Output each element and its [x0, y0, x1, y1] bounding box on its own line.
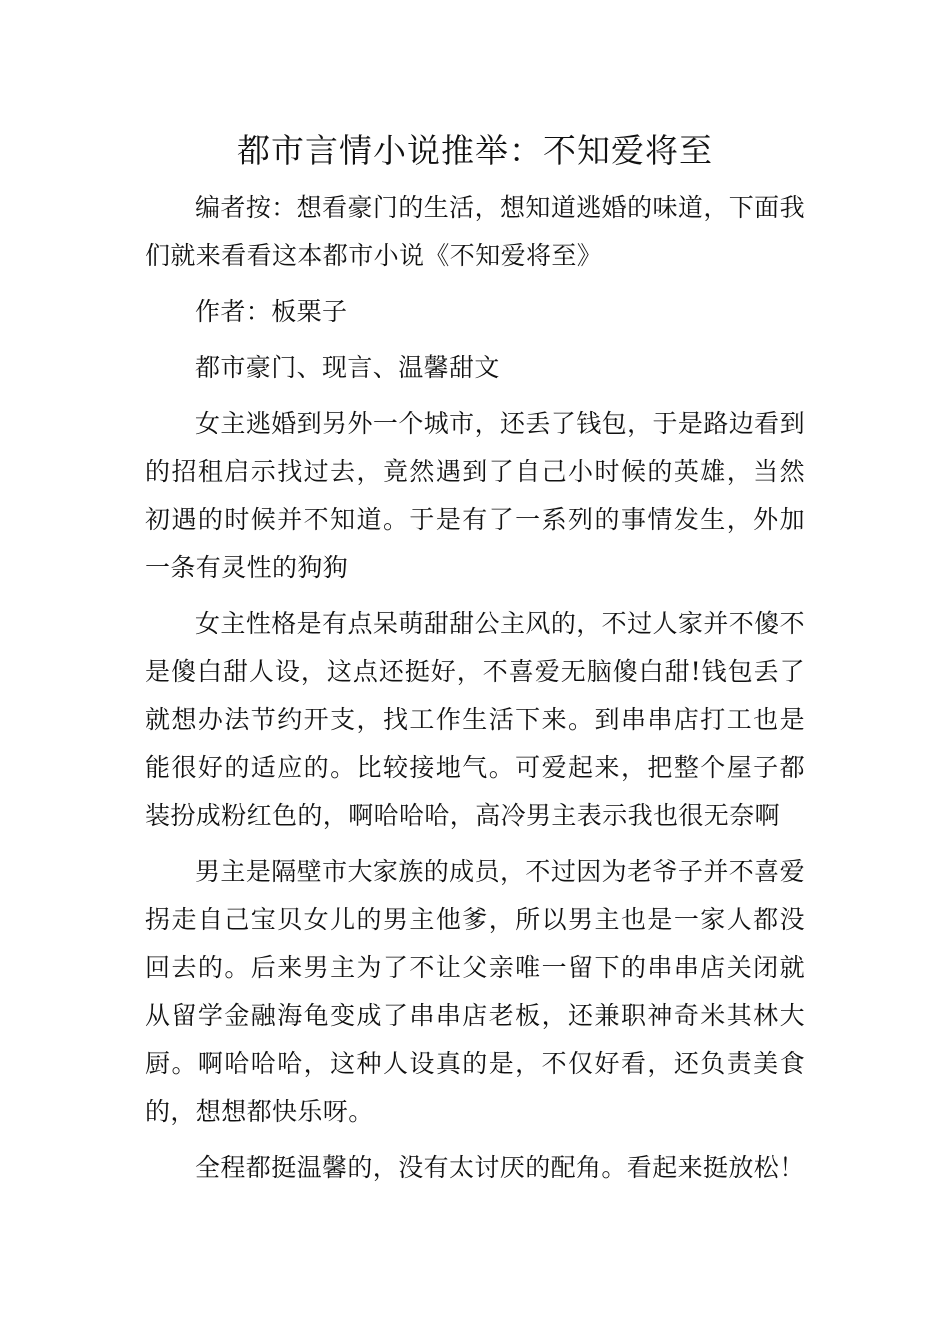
- summary-paragraph: 全程都挺温馨的，没有太讨厌的配角。看起来挺放松！: [195, 1153, 805, 1182]
- article-title: 都市言情小说推举：不知爱将至: [237, 131, 713, 170]
- author-line: 作者：板栗子: [195, 297, 348, 326]
- editor-note-paragraph: 编者按：想看豪门的生活，想知道逃婚的味道，下面我们就来看看这本都市小说《不知爱将至》: [145, 193, 805, 270]
- genre-tags-line: 都市豪门、现言、温馨甜文: [195, 353, 500, 382]
- plot-paragraph: 女主逃婚到另外一个城市，还丢了钱包，于是路边看到的招租启示找过去，竟然遇到了自己小时候的英雄，当然初遇的时候并不知道。于是有了一系列的事情发生，外加一条有灵性的狗狗: [145, 409, 805, 582]
- heroine-paragraph: 女主性格是有点呆萌甜甜公主风的，不过人家并不傻不是傻白甜人设，这点还挺好，不喜爱无脑傻白甜!钱包丢了就想办法节约开支，找工作生活下来。到串串店打工也是能很好的适应的。比较接地气。可爱起来，把整个屋子都装扮成粉红色的，啊哈哈哈，高冷男主表示我也很无奈啊: [145, 609, 805, 830]
- article-body: [145, 126, 805, 1200]
- hero-paragraph: 男主是隔壁市大家族的成员，不过因为老爷子并不喜爱拐走自己宝贝女儿的男主他爹，所以男主也是一家人都没回去的。后来男主为了不让父亲唯一留下的串串店关闭就从留学金融海龟变成了串串店老板，还兼职神奇米其林大厨。啊哈哈哈，这种人设真的是，不仅好看，还负责美食的，想想都快乐呀。: [145, 857, 805, 1126]
